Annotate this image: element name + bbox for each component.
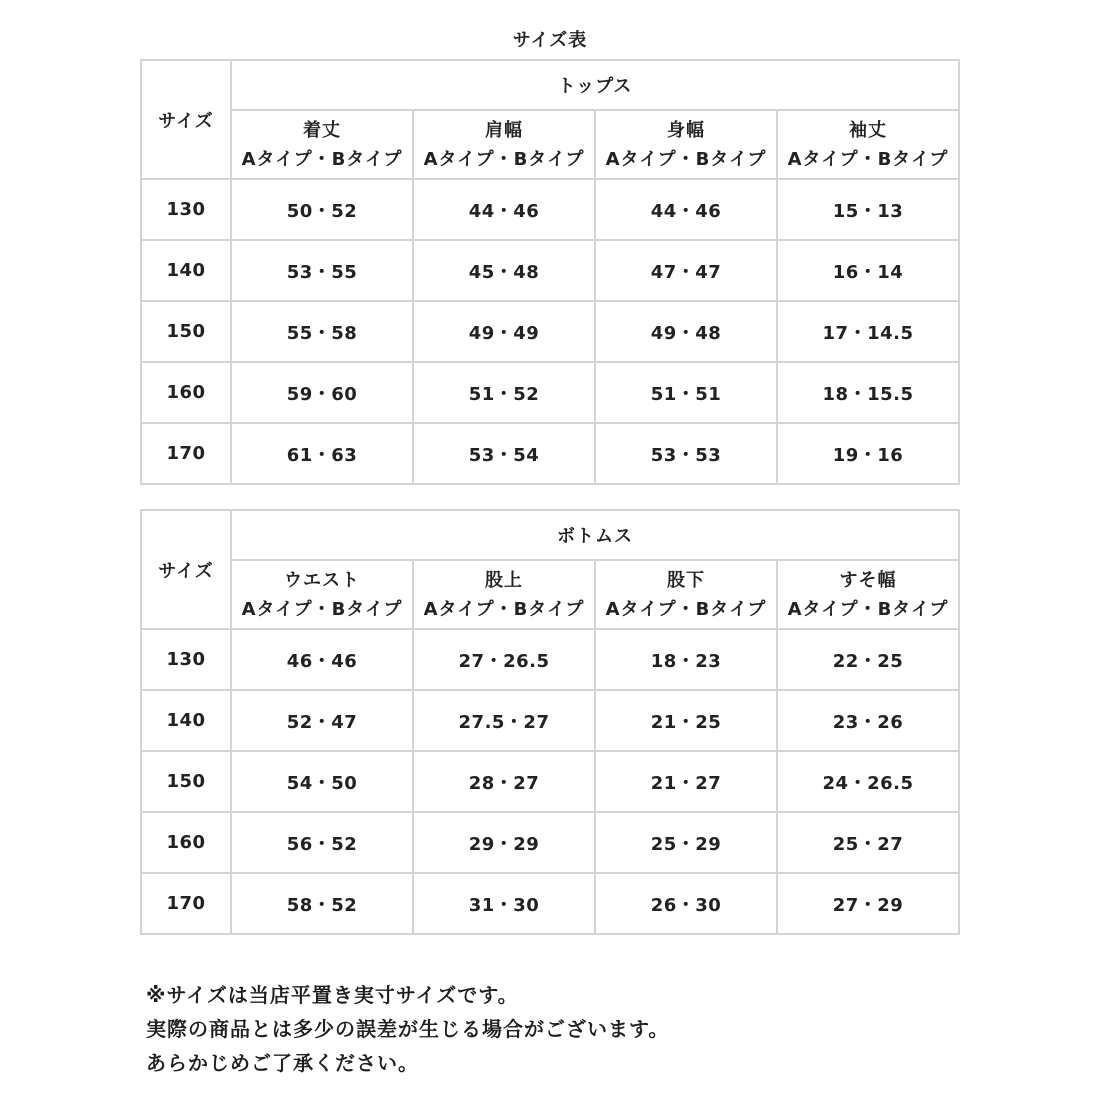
size-cell: 160 bbox=[141, 362, 231, 423]
table-row bbox=[141, 873, 959, 934]
table-row bbox=[141, 179, 959, 240]
column-type-label: Aタイプ・Bタイプ bbox=[423, 148, 585, 170]
column-type-label: Aタイプ・Bタイプ bbox=[423, 598, 585, 620]
column-name: 肩幅 bbox=[485, 119, 523, 141]
column-name: ウエスト bbox=[284, 569, 360, 591]
value-cell: 49・48 bbox=[595, 301, 777, 362]
value-cell: 51・51 bbox=[595, 362, 777, 423]
value-cell: 53・53 bbox=[595, 423, 777, 484]
tops-size-table bbox=[140, 59, 960, 485]
value-cell: 28・27 bbox=[413, 751, 595, 812]
value-cell: 29・29 bbox=[413, 812, 595, 873]
size-cell: 150 bbox=[141, 751, 231, 812]
value-cell: 55・58 bbox=[231, 301, 413, 362]
column-header bbox=[595, 560, 777, 629]
value-cell: 46・46 bbox=[231, 629, 413, 690]
value-cell: 50・52 bbox=[231, 179, 413, 240]
column-type-label: Aタイプ・Bタイプ bbox=[605, 598, 767, 620]
note-line: ※サイズは当店平置き実寸サイズです。 bbox=[146, 983, 519, 1007]
value-cell: 53・54 bbox=[413, 423, 595, 484]
value-cell: 18・23 bbox=[595, 629, 777, 690]
size-cell: 150 bbox=[141, 301, 231, 362]
section-header-bottoms: ボトムス bbox=[231, 510, 959, 560]
value-cell: 26・30 bbox=[595, 873, 777, 934]
value-cell: 59・60 bbox=[231, 362, 413, 423]
table-row bbox=[141, 629, 959, 690]
size-column-header: サイズ bbox=[141, 510, 231, 629]
value-cell: 58・52 bbox=[231, 873, 413, 934]
column-header bbox=[777, 560, 959, 629]
table-row bbox=[141, 301, 959, 362]
value-cell: 25・27 bbox=[777, 812, 959, 873]
value-cell: 22・25 bbox=[777, 629, 959, 690]
column-type-label: Aタイプ・Bタイプ bbox=[605, 148, 767, 170]
value-cell: 21・25 bbox=[595, 690, 777, 751]
value-cell: 51・52 bbox=[413, 362, 595, 423]
size-cell: 130 bbox=[141, 629, 231, 690]
size-column-header: サイズ bbox=[141, 60, 231, 179]
column-header bbox=[777, 110, 959, 179]
value-cell: 17・14.5 bbox=[777, 301, 959, 362]
table-row bbox=[141, 240, 959, 301]
bottoms-size-table bbox=[140, 509, 960, 935]
value-cell: 27.5・27 bbox=[413, 690, 595, 751]
value-cell: 61・63 bbox=[231, 423, 413, 484]
note-line: 実際の商品とは多少の誤差が生じる場合がございます。 bbox=[146, 1017, 670, 1041]
value-cell: 31・30 bbox=[413, 873, 595, 934]
column-name: 着丈 bbox=[303, 119, 341, 141]
column-type-label: Aタイプ・Bタイプ bbox=[241, 148, 403, 170]
value-cell: 16・14 bbox=[777, 240, 959, 301]
value-cell: 44・46 bbox=[413, 179, 595, 240]
column-header bbox=[231, 560, 413, 629]
value-cell: 52・47 bbox=[231, 690, 413, 751]
column-type-label: Aタイプ・Bタイプ bbox=[787, 148, 949, 170]
column-type-label: Aタイプ・Bタイプ bbox=[787, 598, 949, 620]
value-cell: 49・49 bbox=[413, 301, 595, 362]
table-row bbox=[141, 690, 959, 751]
column-header bbox=[413, 110, 595, 179]
table-row bbox=[141, 362, 959, 423]
value-cell: 47・47 bbox=[595, 240, 777, 301]
value-cell: 27・26.5 bbox=[413, 629, 595, 690]
column-name: 身幅 bbox=[667, 119, 705, 141]
value-cell: 21・27 bbox=[595, 751, 777, 812]
section-header-tops: トップス bbox=[231, 60, 959, 110]
size-cell: 170 bbox=[141, 873, 231, 934]
column-name: すそ幅 bbox=[839, 569, 897, 591]
size-notes bbox=[146, 978, 669, 1080]
value-cell: 53・55 bbox=[231, 240, 413, 301]
size-cell: 160 bbox=[141, 812, 231, 873]
column-type-label: Aタイプ・Bタイプ bbox=[241, 598, 403, 620]
value-cell: 18・15.5 bbox=[777, 362, 959, 423]
value-cell: 27・29 bbox=[777, 873, 959, 934]
value-cell: 23・26 bbox=[777, 690, 959, 751]
value-cell: 45・48 bbox=[413, 240, 595, 301]
size-cell: 140 bbox=[141, 240, 231, 301]
value-cell: 15・13 bbox=[777, 179, 959, 240]
column-header bbox=[231, 110, 413, 179]
column-name: 袖丈 bbox=[849, 119, 887, 141]
column-header bbox=[595, 110, 777, 179]
table-row bbox=[141, 423, 959, 484]
column-name: 股上 bbox=[485, 569, 523, 591]
size-cell: 170 bbox=[141, 423, 231, 484]
page-title: サイズ表 bbox=[512, 30, 588, 51]
table-row bbox=[141, 812, 959, 873]
column-name: 股下 bbox=[667, 569, 705, 591]
value-cell: 24・26.5 bbox=[777, 751, 959, 812]
table-row bbox=[141, 751, 959, 812]
column-header bbox=[413, 560, 595, 629]
note-line: あらかじめご了承ください。 bbox=[146, 1051, 419, 1075]
size-cell: 130 bbox=[141, 179, 231, 240]
value-cell: 56・52 bbox=[231, 812, 413, 873]
value-cell: 54・50 bbox=[231, 751, 413, 812]
value-cell: 44・46 bbox=[595, 179, 777, 240]
size-cell: 140 bbox=[141, 690, 231, 751]
value-cell: 25・29 bbox=[595, 812, 777, 873]
value-cell: 19・16 bbox=[777, 423, 959, 484]
